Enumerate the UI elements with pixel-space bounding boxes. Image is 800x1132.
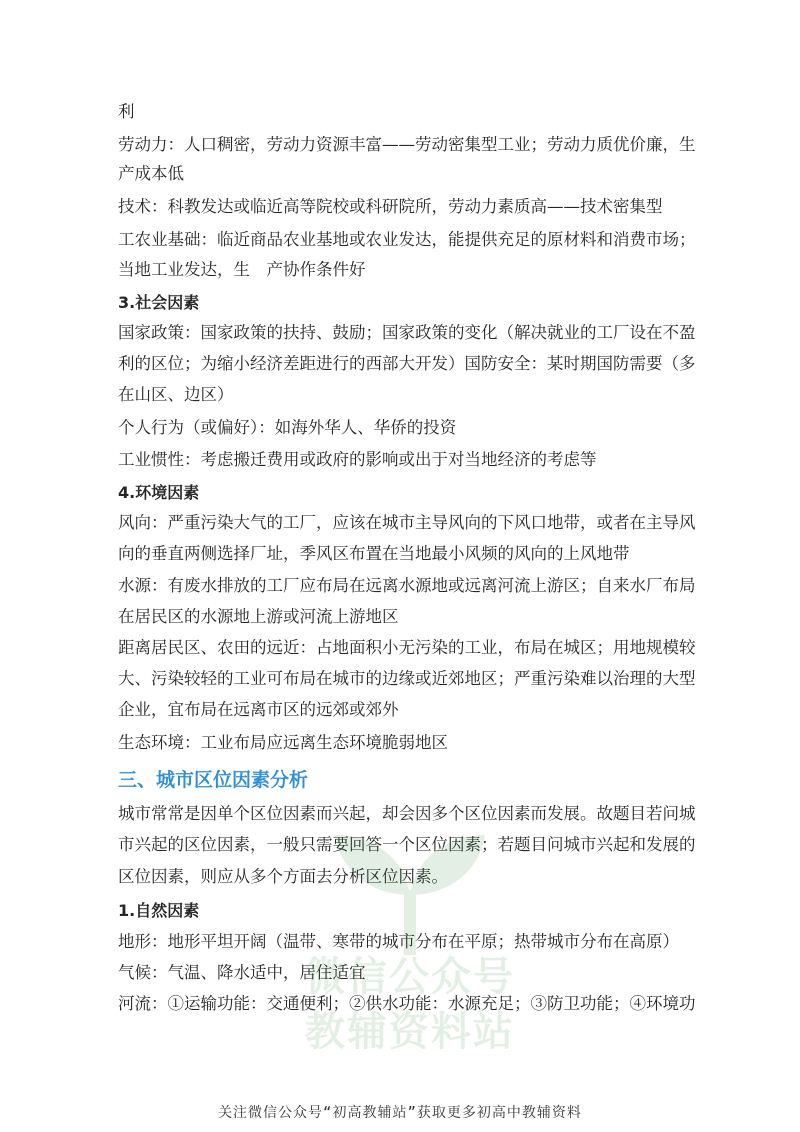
watermark-line-2: 教辅资料站 — [305, 1009, 515, 1055]
text-line: 风向：严重污染大气的工厂，应该在城市主导风向的下风口地带，或者在主导风 — [118, 513, 696, 532]
section-heading: 三、城市区位因素分析 — [118, 769, 309, 791]
text-line: 工农业基础：临近商品农业基地或农业发达，能提供充足的原材料和消费市场； — [118, 230, 696, 249]
text-line: 地形：地形平坦开阔（温带、寒带的城市分布在平原；热带城市分布在高原） — [118, 932, 679, 951]
text-line: 区位因素，则应从多个方面去分析区位因素。 — [118, 867, 448, 886]
section-title-environment: 4.环境因素 — [118, 483, 200, 502]
text-line: 个人行为（或偏好）：如海外华人、华侨的投资 — [118, 418, 457, 437]
watermark-line-1: 微信公众号 — [305, 954, 515, 1000]
text-line: 大、污染较轻的工业可布局在城市的边缘或近郊地区；严重污染难以治理的大型 — [118, 669, 696, 688]
text-line: 在山区、边区） — [118, 385, 234, 404]
text-line: 国家政策：国家政策的扶持、鼓励；国家政策的变化（解决就业的工厂设在不盈 — [118, 323, 696, 342]
text-line: 生态环境：工业布局应远离生态环境脆弱地区 — [118, 733, 448, 752]
text-line: 向的垂直两侧选择厂址，季风区布置在当地最小风频的风向的上风地带 — [118, 544, 630, 563]
text-line: 工业惯性：考虑搬迁费用或政府的影响或出于对当地经济的考虑等 — [118, 450, 597, 469]
page-footer: 关注微信公众号“初高教辅站”获取更多初高中教辅资料 — [218, 1105, 582, 1121]
section-title-natural: 1.自然因素 — [118, 901, 200, 920]
text-line: 市兴起的区位因素，一般只需要回答一个区位因素；若题目问城市兴起和发展的 — [118, 835, 696, 854]
text-line: 利 — [118, 102, 135, 121]
text-line: 企业，宜布局在远离市区的远郊或郊外 — [118, 700, 399, 719]
text-line: 城市常常是因单个区位因素而兴起，却会因多个区位因素而发展。故题目若问城 — [118, 804, 696, 823]
text-line: 产成本低 — [118, 164, 184, 183]
text-line: 水源：有废水排放的工厂应布局在远离水源地或远离河流上游区；自来水厂布局 — [118, 576, 696, 595]
text-line: 当地工业发达，生 产协作条件好 — [118, 260, 366, 279]
text-line: 距离居民区、农田的远近：占地面积小无污染的工业，布局在城区；用地规模较 — [118, 638, 696, 657]
section-title-social: 3.社会因素 — [118, 293, 200, 312]
text-line: 在居民区的水源地上游或河流上游地区 — [118, 607, 399, 626]
text-line: 气候：气温、降水适中，居住适宜 — [118, 963, 366, 982]
text-line: 技术：科教发达或临近高等院校或科研院所，劳动力素质高——技术密集型 — [118, 197, 663, 216]
text-line: 劳动力：人口稠密，劳动力资源丰富——劳动密集型工业；劳动力质优价廉，生 — [118, 135, 696, 154]
text-line: 利的区位；为缩小经济差距进行的西部大开发）国防安全：某时期国防需要（多 — [118, 354, 696, 373]
text-line: 河流：①运输功能：交通便利；②供水功能：水源充足；③防卫功能；④环境功 — [118, 994, 696, 1013]
